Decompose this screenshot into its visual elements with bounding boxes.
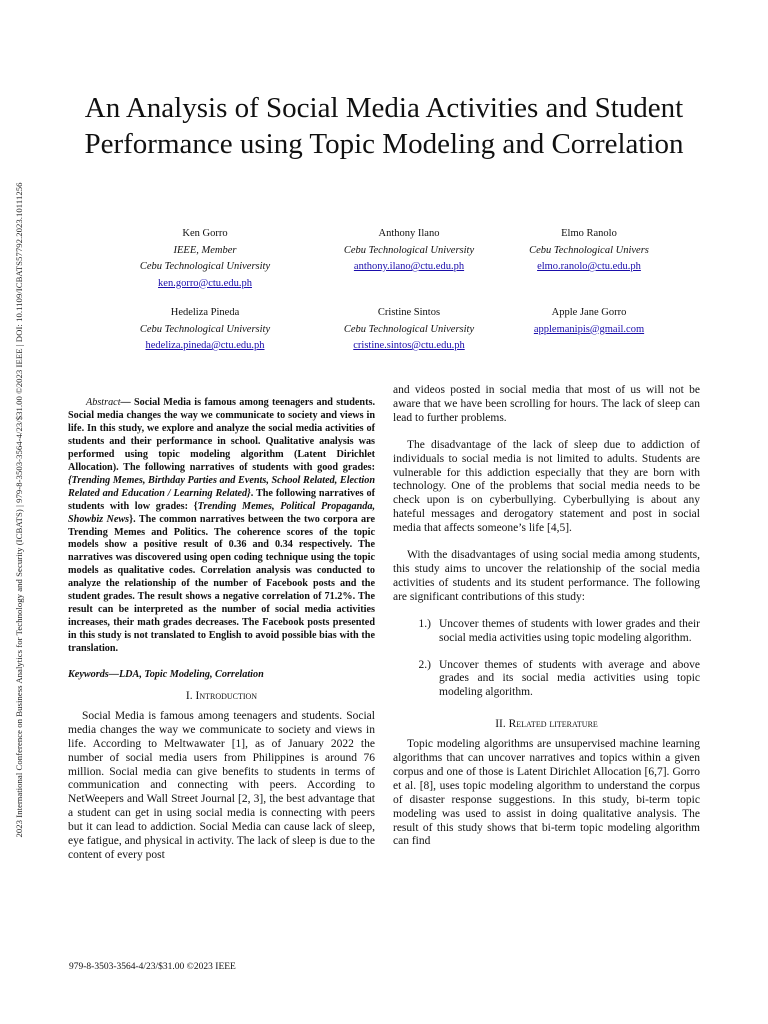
author-email-link[interactable]: applemanipis@gmail.com <box>533 323 645 335</box>
author-name: Hedeliza Pineda <box>170 307 240 318</box>
sidebar-citation <box>10 125 28 895</box>
right-column <box>393 384 700 849</box>
author-block <box>105 226 305 292</box>
author-affiliation: Cebu Technological Univers <box>529 244 649 256</box>
author-affiliation: Cebu Technological University <box>139 261 271 272</box>
related-paragraph: Topic modeling algorithms are unsupervised machine learning algorithms that can uncover narratives and topics within a given corpus and one of those is Latent Dirichlet Allocation [6,7]. Gorro et al. [8], uses topic modeling algorithm to understand the corpus of disaster response suggestions. In this study, bi-term topic modeling was used to assist in doing qualitative analysis. The result of this study shows that bi-term topic modeling algorithm can find <box>393 738 700 848</box>
page-footer: 979-8-3503-3564-4/23/$31.00 ©2023 IEEE <box>69 962 236 972</box>
abstract <box>68 397 375 656</box>
author-affiliation: Cebu Technological University <box>343 323 475 335</box>
list-item-text: Uncover themes of students with lower grades and their social media activities using topic modeling algorithm. <box>439 617 700 644</box>
author-name: Elmo Ranolo <box>561 228 617 239</box>
sidebar-citation-text: 2023 International Conference on Business Analytics for Technology and Security (ICBATS) | 979-8-3503-3564-4/23/$31.00 ©2023 IEEE | DOI: 10.1109/ICBATS57792.2023.10111256 <box>14 182 24 838</box>
body-paragraph: With the disadvantages of using social media among students, this study aims to uncover the relationship of the social media activities of students and its student performance. The following are significant contributions of this study: <box>393 549 700 603</box>
author-email-link[interactable]: anthony.ilano@ctu.edu.ph <box>353 261 465 272</box>
abstract-text: }. The common narratives between the two corpora are Trending Memes and Politics. The coherence scores of the topic models show a positive result of 0.36 and 0.34 respectively. The narratives was discovered using open coding technique using the topic models as qualitative codes. Correlation analysis was conducted to analyze the relationship of the number of Facebook posts and the student grades. The result shows a negative correlation of 71.2%. The result can be interpreted as the number of social media activities increases, their math grades decreases. The Facebook posts presented in this study is not translated to English to avoid possible bias with the translation. <box>68 513 375 655</box>
author-email-link[interactable]: elmo.ranolo@ctu.edu.ph <box>537 261 641 272</box>
body-paragraph: The disadvantage of the lack of sleep due to addiction of individuals to social media is not limited to adults. Students are vulnerable for this addiction especially that they are born with technology. One of the problems that social media needs to be check upon is on cyberbullying. Cyberbullying is about any hateful messages and derogatory statement and post in social media that affects someone’s life [4,5]. <box>393 438 700 535</box>
author-email-link[interactable]: ken.gorro@ctu.edu.ph <box>158 277 252 289</box>
author-block <box>105 305 305 355</box>
contributions-list <box>393 618 700 701</box>
section-heading-introduction: I. Introduction <box>185 689 258 702</box>
paper-title: An Analysis of Social Media Activities and Student Performance using Topic Modeling and Correlation <box>84 92 684 160</box>
author-name: Cristine Sintos <box>377 307 441 318</box>
abstract-text: Social Media is famous among teenagers and students. Social media changes the way we communicate to society and views in life. In this study, we explore and analyze the social media activities of students and their performance in school. Qualitative analysis was performed using topic modeling algorithm (Latent Dirichlet Allocation). The following narratives of students with good grades: <box>68 397 375 473</box>
abstract-topics-good: {Trending Memes, Birthday Parties and Events, School Related, Election Related and Education / Learning Related} <box>68 474 375 499</box>
intro-paragraph: Social Media is famous among teenagers and students. Social media changes the way we communicate to society and views in life. According to Meltwawater [1], as of January 2022 the number of social media users from Philippines is around 76 million. Social media can give benefits to students in terms of communication and connecting with peers. According to NetWeepers and Wall Street Journal [2, 3], the best advantage that a student can get in using social media is connecting with peers but it can lead to addiction. Social Media can cause lack of sleep, eye fatigue, and physical in activity. The lack of sleep is due to the content of every post <box>68 709 375 861</box>
keywords: Keywords—LDA, Topic Modeling, Correlation <box>68 669 264 681</box>
author-name: Apple Jane Gorro <box>551 307 627 318</box>
author-block <box>309 226 509 276</box>
body-paragraph: and videos posted in social media that most of us will not be aware that we have been scrolling for hours. The lack of sleep can lead to further problems. <box>393 384 700 424</box>
author-affiliation: IEEE, Member <box>173 244 237 256</box>
author-block <box>489 226 689 276</box>
author-affiliation: Cebu Technological University <box>343 244 475 256</box>
author-block <box>489 305 689 338</box>
author-name: Anthony Ilano <box>378 228 440 239</box>
author-email-link[interactable]: cristine.sintos@ctu.edu.ph <box>353 340 465 351</box>
abstract-topics-low: Trending Memes, Political Propaganda, Showbiz News <box>68 500 376 525</box>
list-item-number: 2.) <box>418 658 431 671</box>
left-column <box>68 397 375 863</box>
list-item-number: 1.) <box>418 617 431 630</box>
author-block <box>309 305 509 355</box>
author-email-link[interactable]: hedeliza.pineda@ctu.edu.ph <box>145 340 265 351</box>
list-item <box>393 659 700 701</box>
abstract-label: Abstract <box>86 397 121 408</box>
list-item-text: Uncover themes of students with average and above grades and its social media activities using topic modeling algorithm. <box>439 658 700 699</box>
abstract-text: . The following narratives of students with low grades: { <box>68 487 375 512</box>
list-item <box>393 618 700 646</box>
section-heading-related-literature: II. Related literature <box>495 718 598 731</box>
author-affiliation: Cebu Technological University <box>139 323 271 335</box>
abstract-dash: — <box>120 397 134 408</box>
author-name: Ken Gorro <box>182 228 228 239</box>
